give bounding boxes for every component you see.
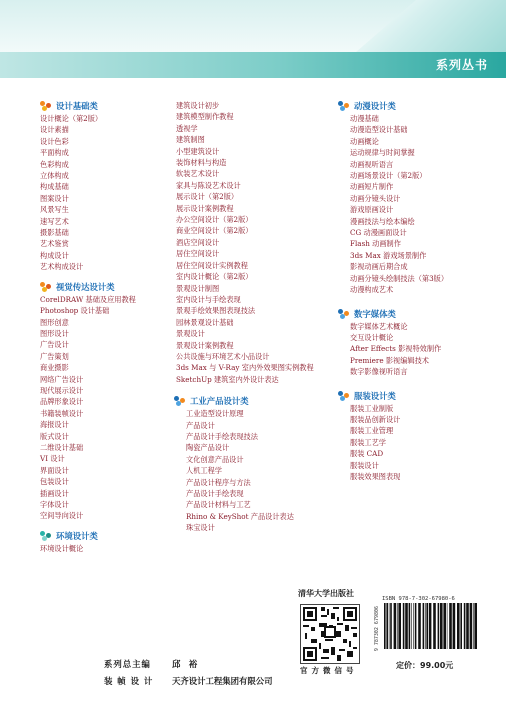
category-fashion <box>338 390 448 483</box>
category-media <box>338 308 448 378</box>
book-title: 室内设计概论（第2版） <box>176 272 253 282</box>
book-title: 服装工业制版 <box>350 403 394 413</box>
book-title: 图案设计 <box>40 193 69 203</box>
publisher-name: 清华大学出版社 <box>298 589 354 598</box>
barcode-bar <box>433 603 436 649</box>
price: 定价：99.00元 <box>396 661 454 670</box>
credits <box>104 656 273 690</box>
book-title: 公共设施与环境艺术小品设计 <box>176 351 270 361</box>
barcode-bar <box>443 603 446 649</box>
category-dots-icon <box>338 309 350 319</box>
book-title: 数字影像视听语言 <box>350 367 408 377</box>
book-title: Flash 动画制作 <box>350 239 401 249</box>
book-title: 书籍装帧设计 <box>40 408 84 418</box>
book-title: 景观设计制图 <box>176 283 220 293</box>
book-title: 服装设计 <box>350 460 379 470</box>
editor-name: 邱 裕 <box>172 659 198 669</box>
book-list <box>40 543 136 554</box>
barcode-bar <box>473 603 474 649</box>
book-title: 漫画技法与绘本编绘 <box>350 216 415 226</box>
book-title: 广告策划 <box>40 351 69 361</box>
book-title: 游戏原画设计 <box>350 205 394 215</box>
top-banner <box>0 0 506 78</box>
book-title: 动漫造型设计基础 <box>350 125 408 135</box>
book-title: 珠宝设计 <box>186 523 215 533</box>
category-dots-icon <box>338 101 350 111</box>
category-title: 动漫设计类 <box>354 101 396 111</box>
category-title: 工业产品设计类 <box>190 396 249 407</box>
barcode-bar <box>386 603 388 649</box>
book-title: 工业造型设计原理 <box>186 409 244 419</box>
book-list <box>186 408 314 533</box>
book-title: 建筑模型制作教程 <box>176 112 234 122</box>
book-title: 速写艺术 <box>40 216 69 226</box>
barcode-bar <box>426 603 428 649</box>
category-visual <box>40 281 136 522</box>
category-dots-icon <box>338 391 350 401</box>
book-title: 商业摄影 <box>40 363 69 373</box>
book-title: 陶瓷产品设计 <box>186 443 230 453</box>
barcode-bar <box>413 603 414 649</box>
book-title: 景观设计案例教程 <box>176 340 234 350</box>
book-title: 办公空间设计（第2版） <box>176 215 253 225</box>
barcode-bar <box>389 603 390 649</box>
book-title: 包装设计 <box>40 477 69 487</box>
qr-code[interactable] <box>300 604 360 664</box>
barcode-bar <box>398 603 401 649</box>
book-title: 展示设计（第2版） <box>176 192 239 202</box>
barcode-bar <box>425 603 426 649</box>
book-title: 装饰材料与构造 <box>176 158 227 168</box>
barcode-bar <box>474 603 477 649</box>
barcode-bar <box>384 603 386 649</box>
barcode <box>382 603 478 649</box>
design-label: 装 帧 设 计 <box>104 676 154 686</box>
book-title: 动漫基础 <box>350 114 379 123</box>
book-title: 服装品创新设计 <box>350 414 401 424</box>
book-title: Photoshop 设计基础 <box>40 306 110 316</box>
book-list <box>40 294 136 522</box>
banner-decoration <box>356 0 506 52</box>
category-dots-icon <box>40 282 52 292</box>
book-title: 动画场景设计（第2版） <box>350 171 427 181</box>
category-title: 视觉传达设计类 <box>56 281 115 292</box>
column-3 <box>338 100 448 490</box>
book-title: 居住空间设计 <box>176 249 220 259</box>
book-title: VI 设计 <box>40 454 65 464</box>
book-title: 家具与陈设艺术设计 <box>176 180 241 190</box>
book-title: 运动规律与时间掌握 <box>350 148 415 158</box>
book-list <box>338 113 448 296</box>
book-title: 动画概论 <box>350 136 379 146</box>
series-title: 系列丛书 <box>435 58 488 72</box>
book-title: 产品设计手绘表现 <box>186 489 244 498</box>
book-title: 图形创意 <box>40 317 69 327</box>
barcode-bar <box>397 603 398 649</box>
category-title: 设计基础类 <box>56 101 98 111</box>
book-title: 文化创意产品设计 <box>186 454 244 464</box>
book-title: Premiere 影视编辑技术 <box>350 355 429 365</box>
barcode-bar <box>470 603 473 649</box>
isbn-text: ISBN 978-7-302-67980-6 <box>382 596 455 602</box>
book-list <box>338 321 448 378</box>
book-title: 透视学 <box>176 123 198 133</box>
category-dots-icon <box>174 396 186 406</box>
book-list <box>40 113 136 273</box>
book-title: 产品设计程序与方法 <box>186 477 251 487</box>
book-title: 动漫构成艺术 <box>350 285 394 295</box>
book-title: 影视动画后期合成 <box>350 262 408 272</box>
book-title: 产品设计材料与工艺 <box>186 500 251 510</box>
book-title: 动画分镜头绘制技法（第3版） <box>350 273 449 283</box>
barcode-bar <box>453 603 456 649</box>
book-title: 产品设计手绘表现技法 <box>186 431 258 441</box>
book-title: 界面设计 <box>40 465 69 475</box>
category-title: 环境设计类 <box>56 530 98 541</box>
barcode-bar <box>403 603 405 649</box>
book-title: Rhino & KeyShot 产品设计表达 <box>186 511 294 521</box>
book-title: 服装效果图表现 <box>350 471 401 481</box>
book-title: 产品设计 <box>186 420 215 430</box>
book-title: 构成基础 <box>40 182 69 192</box>
barcode-digits: 9 787302 679806 <box>374 606 380 652</box>
book-title: 动画分镜头设计 <box>350 193 401 203</box>
book-title: 艺术构成设计 <box>40 262 84 272</box>
book-title: 广告设计 <box>40 340 69 350</box>
book-title: 环境设计概论 <box>40 543 84 553</box>
column-1 <box>40 100 136 562</box>
category-title: 服装设计类 <box>354 390 396 401</box>
book-title: 展示设计案例教程 <box>176 203 234 213</box>
book-title: 3ds Max 游戏场景制作 <box>350 250 427 260</box>
book-list <box>176 100 314 385</box>
category-design-basics <box>40 100 136 273</box>
category-dots-icon <box>40 101 52 111</box>
book-title: 动画短片制作 <box>350 182 394 192</box>
book-title: 服装工业管理 <box>350 426 394 436</box>
design-name: 天齐设计工程集团有限公司 <box>172 676 273 686</box>
book-title: 品牌形象设计 <box>40 397 84 407</box>
barcode-bar <box>409 603 411 649</box>
banner-stripe <box>0 52 506 78</box>
book-title: 服装 CAD <box>350 449 384 459</box>
book-title: 设计色彩 <box>40 136 69 146</box>
barcode-bar <box>460 603 462 649</box>
category-environment <box>40 530 136 554</box>
book-title: 插画设计 <box>40 488 69 498</box>
book-title: 室内设计与手绘表现 <box>176 294 241 304</box>
barcode-bar <box>429 603 432 649</box>
category-industrial <box>186 395 314 533</box>
book-title: 图形设计 <box>40 328 69 338</box>
book-title: 艺术鉴赏 <box>40 239 69 249</box>
book-title: 景观手绘效果图表现技法 <box>176 306 256 316</box>
barcode-bar <box>449 603 452 649</box>
barcode-bar <box>466 603 469 649</box>
book-title: CorelDRAW 基础及应用教程 <box>40 294 136 304</box>
barcode-bar <box>418 603 421 649</box>
column-2 <box>176 100 314 542</box>
book-title: 居住空间设计实例教程 <box>176 260 248 270</box>
book-title: 建筑制图 <box>176 135 205 145</box>
book-title: 设计素描 <box>40 125 69 135</box>
category-dots-icon <box>40 531 52 541</box>
book-title: 服装工艺学 <box>350 437 386 447</box>
book-title: 海报设计 <box>40 420 69 430</box>
book-title: After Effects 影视特效制作 <box>350 344 442 354</box>
book-title: 软装艺术设计 <box>176 169 220 179</box>
category-animation <box>338 100 448 296</box>
wechat-label: 官方微信号 <box>300 666 358 675</box>
book-title: 数字媒体艺术概论 <box>350 321 408 331</box>
book-title: 景观设计 <box>176 329 205 339</box>
book-title: 空间导向设计 <box>40 511 84 521</box>
category-title: 数字媒体类 <box>354 308 396 319</box>
book-title: 网络广告设计 <box>40 374 84 384</box>
book-title: 设计概论（第2版） <box>40 114 103 123</box>
book-title: 酒店空间设计 <box>176 237 220 247</box>
book-title: 人机工程学 <box>186 466 222 476</box>
barcode-bar <box>423 603 425 649</box>
book-title: 交互设计概论 <box>350 332 394 342</box>
barcode-bar <box>405 603 408 649</box>
book-title: 建筑设计初步 <box>176 101 220 110</box>
barcode-bar <box>438 603 440 649</box>
book-title: 现代展示设计 <box>40 385 84 395</box>
book-title: 二维设计基础 <box>40 442 84 452</box>
barcode-bar <box>457 603 460 649</box>
editor-label: 系列总主编 <box>104 659 151 669</box>
barcode-bar <box>415 603 417 649</box>
book-title: 版式设计 <box>40 431 69 441</box>
book-title: 3ds Max 与 V-Ray 室内外效果图实例教程 <box>176 363 314 373</box>
book-title: 平面构成 <box>40 148 69 158</box>
book-title: CG 动漫画面设计 <box>350 228 407 238</box>
barcode-bar <box>394 603 397 649</box>
book-title: 构成设计 <box>40 250 69 260</box>
book-title: 立体构成 <box>40 171 69 181</box>
barcode-bar <box>411 603 412 649</box>
book-title: 字体设计 <box>40 500 69 509</box>
barcode-bar <box>464 603 466 649</box>
book-title: 小型建筑设计 <box>176 146 220 156</box>
barcode-bar <box>447 603 448 649</box>
book-title: 商业空间设计（第2版） <box>176 226 253 236</box>
barcode-bar <box>440 603 443 649</box>
book-title: 园林景观设计基础 <box>176 317 234 327</box>
book-title: 色彩构成 <box>40 159 69 169</box>
book-title: 动画视听语言 <box>350 159 394 169</box>
book-title: SketchUp 建筑室内外设计表达 <box>176 374 279 384</box>
barcode-bar <box>390 603 392 649</box>
book-title: 摄影基础 <box>40 228 69 238</box>
book-list <box>338 403 448 483</box>
book-title: 风景写生 <box>40 205 69 215</box>
